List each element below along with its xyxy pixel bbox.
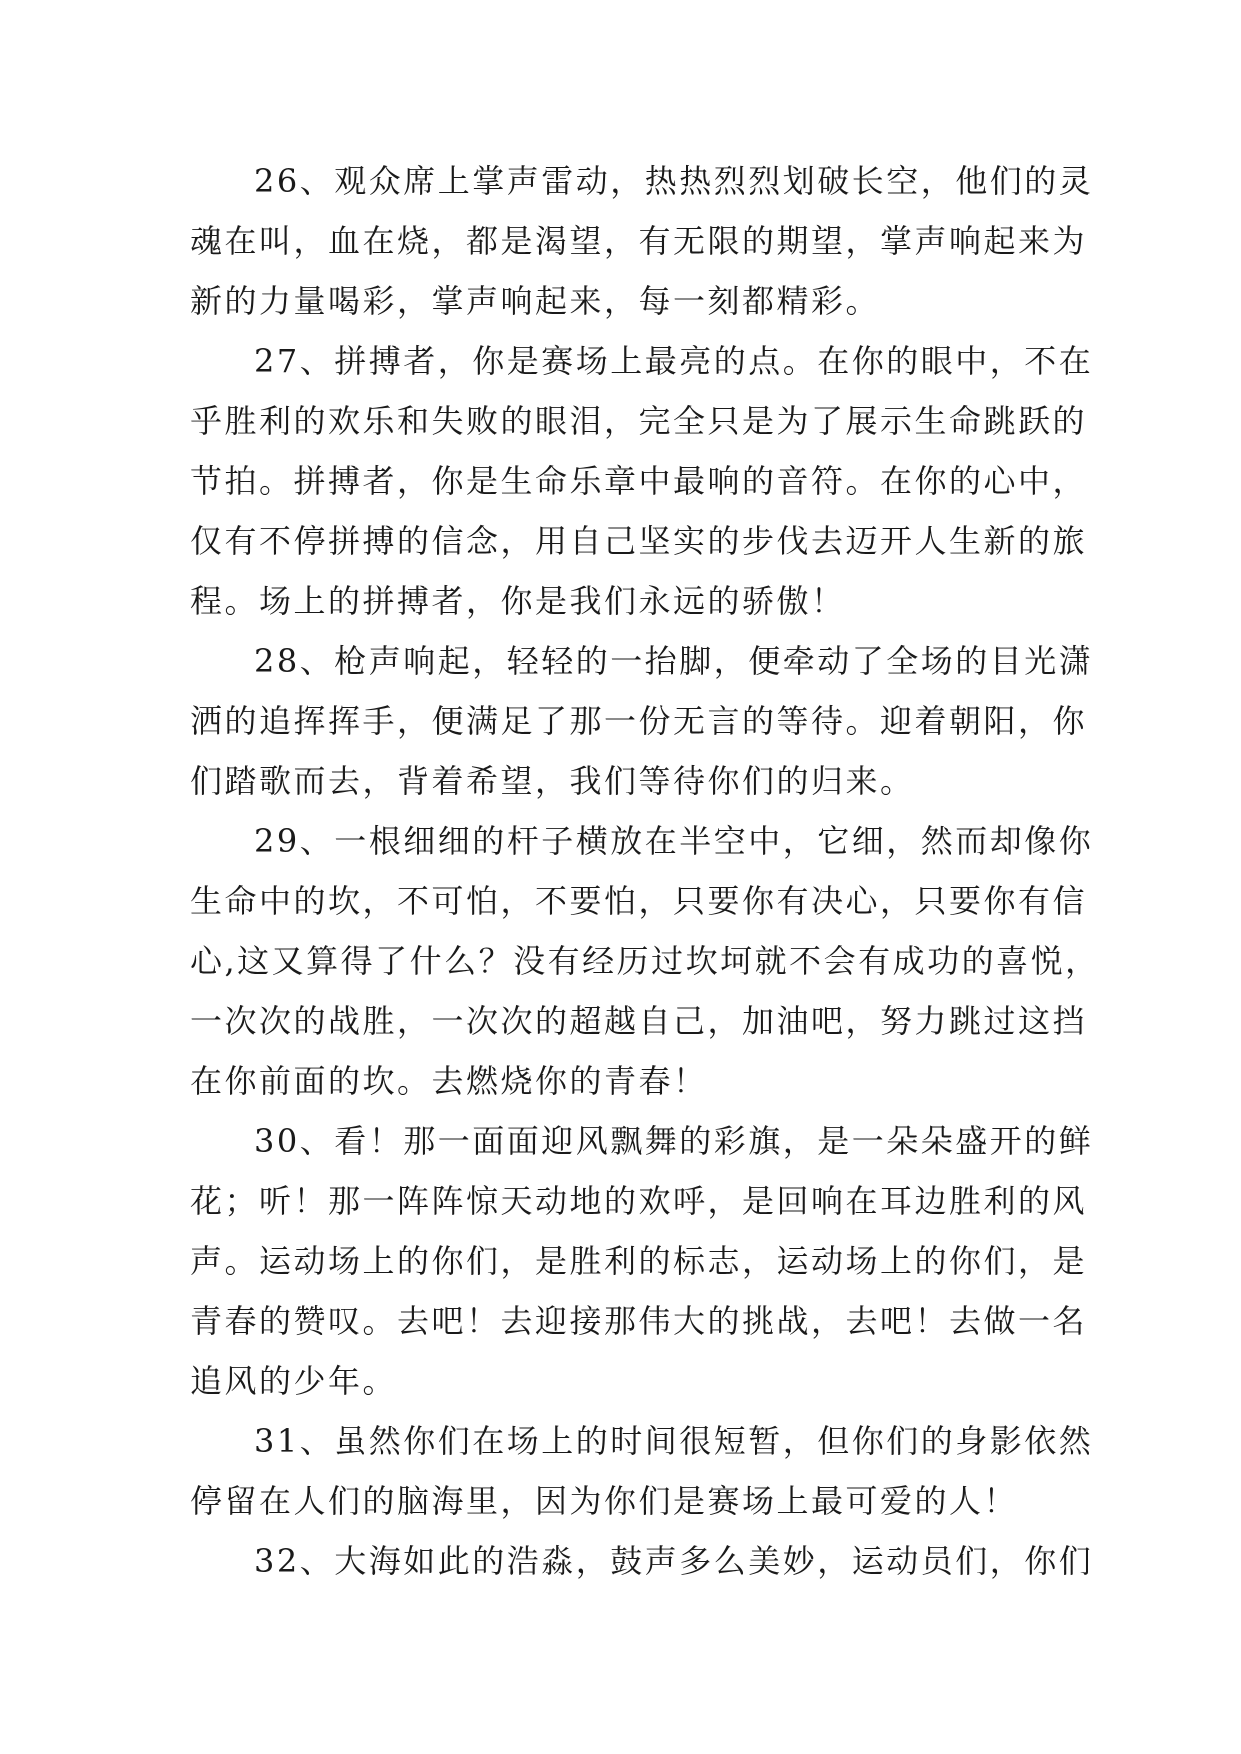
text-line: 洒的追挥挥手，便满足了那一份无言的等待。迎着朝阳，你 [190,702,1088,740]
text-line: 节拍。拼搏者，你是生命乐章中最响的音符。在你的心中， [190,462,1088,500]
text-line: 仅有不停拼搏的信念，用自己坚实的步伐去迈开人生新的旅 [190,522,1088,560]
paragraph-31 [190,1411,1094,1531]
text-line: 们踏歌而去，背着希望，我们等待你们的归来。 [190,762,915,800]
text-line: 花；听！那一阵阵惊天动地的欢呼，是回响在耳边胜利的风 [190,1182,1088,1220]
paragraph-28 [190,631,1094,811]
text-line: 30、看！那一面面迎风飘舞的彩旗，是一朵朵盛开的鲜 [254,1122,1094,1160]
text-line: 在你前面的坎。去燃烧你的青春！ [190,1062,708,1100]
text-line: 28、枪声响起，轻轻的一抬脚，便牵动了全场的目光潇 [254,642,1094,680]
text-line: 心,这又算得了什么？没有经历过坎坷就不会有成功的喜悦， [190,942,1100,980]
text-line: 魂在叫，血在烧，都是渴望，有无限的期望，掌声响起来为 [190,222,1088,260]
text-line: 新的力量喝彩，掌声响起来，每一刻都精彩。 [190,282,881,320]
paragraph-30 [190,1111,1094,1411]
text-line: 31、虽然你们在场上的时间很短暂，但你们的身影依然 [254,1422,1094,1460]
text-line: 一次次的战胜，一次次的超越自己，加油吧，努力跳过这挡 [190,1002,1088,1040]
paragraph-27 [190,331,1094,631]
text-line: 青春的赞叹。去吧！去迎接那伟大的挑战，去吧！去做一名 [190,1302,1088,1340]
text-line: 追风的少年。 [190,1362,398,1400]
paragraph-26 [190,151,1094,331]
text-line: 29、一根细细的杆子横放在半空中，它细，然而却像你 [254,822,1094,860]
text-line: 停留在人们的脑海里，因为你们是赛场上最可爱的人！ [190,1482,1019,1520]
paragraph-29 [190,811,1100,1111]
text-line: 27、拼搏者，你是赛场上最亮的点。在你的眼中，不在 [254,342,1094,380]
text-line: 程。场上的拼搏者，你是我们永远的骄傲！ [190,582,846,620]
text-line: 乎胜利的欢乐和失败的眼泪，完全只是为了展示生命跳跃的 [190,402,1088,440]
text-line: 声。运动场上的你们，是胜利的标志，运动场上的你们，是 [190,1242,1088,1280]
paragraph-32 [190,1531,1094,1591]
text-line: 26、观众席上掌声雷动，热热烈烈划破长空，他们的灵 [254,162,1094,200]
document-body [190,151,1100,1591]
text-line: 生命中的坎，不可怕，不要怕，只要你有决心，只要你有信 [190,882,1088,920]
text-line: 32、大海如此的浩淼，鼓声多么美妙，运动员们，你们 [254,1542,1094,1580]
